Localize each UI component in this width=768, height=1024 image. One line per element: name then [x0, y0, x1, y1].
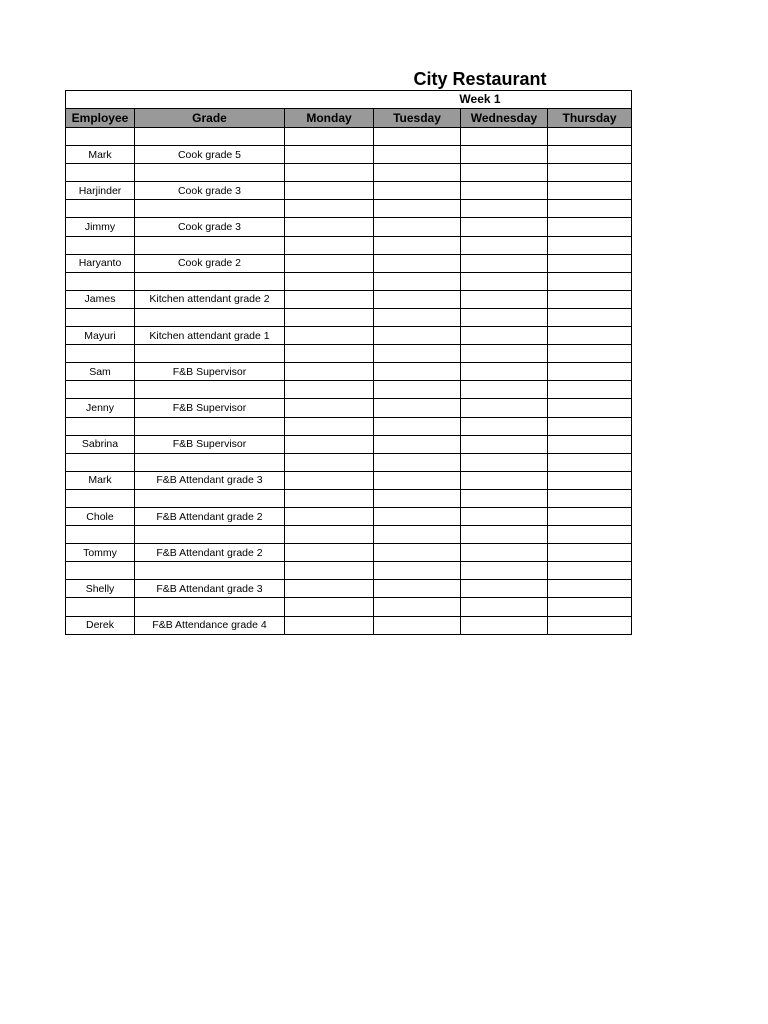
monday-cell — [285, 526, 374, 544]
wednesday-cell — [461, 146, 548, 164]
table-row — [66, 218, 632, 236]
tuesday-cell — [374, 580, 461, 598]
thursday-cell — [548, 128, 632, 146]
thursday-cell — [548, 236, 632, 254]
tuesday-cell — [374, 417, 461, 435]
thursday-cell — [548, 218, 632, 236]
tuesday-cell — [374, 616, 461, 634]
table-row — [66, 164, 632, 182]
tuesday-cell — [374, 254, 461, 272]
employee-cell: Mayuri — [66, 327, 135, 345]
table-row — [66, 345, 632, 363]
table-row — [66, 146, 632, 164]
table-row — [66, 381, 632, 399]
employee-cell: Mark — [66, 471, 135, 489]
tuesday-cell — [374, 399, 461, 417]
tuesday-cell — [374, 272, 461, 290]
tuesday-cell — [374, 435, 461, 453]
tuesday-cell — [374, 507, 461, 525]
employee-cell — [66, 453, 135, 471]
monday-cell — [285, 236, 374, 254]
grade-cell: F&B Attendant grade 3 — [135, 471, 285, 489]
column-header-grade: Grade — [135, 109, 285, 128]
employee-cell — [66, 164, 135, 182]
tuesday-cell — [374, 290, 461, 308]
employee-cell: Jenny — [66, 399, 135, 417]
monday-cell — [285, 182, 374, 200]
thursday-cell — [548, 272, 632, 290]
wednesday-cell — [461, 345, 548, 363]
wednesday-cell — [461, 381, 548, 399]
monday-cell — [285, 200, 374, 218]
employee-cell: Derek — [66, 616, 135, 634]
wednesday-cell — [461, 290, 548, 308]
thursday-cell — [548, 164, 632, 182]
tuesday-cell — [374, 526, 461, 544]
employee-cell: Haryanto — [66, 254, 135, 272]
column-header-thursday: Thursday — [548, 109, 632, 128]
employee-cell — [66, 489, 135, 507]
table-row — [66, 507, 632, 525]
wednesday-cell — [461, 453, 548, 471]
grade-cell: F&B Attendant grade 2 — [135, 507, 285, 525]
wednesday-cell — [461, 435, 548, 453]
employee-cell — [66, 526, 135, 544]
monday-cell — [285, 363, 374, 381]
grade-cell: Kitchen attendant grade 2 — [135, 290, 285, 308]
thursday-cell — [548, 381, 632, 399]
table-row — [66, 236, 632, 254]
employee-cell — [66, 308, 135, 326]
table-row — [66, 489, 632, 507]
employee-cell: Harjinder — [66, 182, 135, 200]
table-row — [66, 471, 632, 489]
thursday-cell — [548, 146, 632, 164]
thursday-cell — [548, 345, 632, 363]
thursday-cell — [548, 526, 632, 544]
grade-cell — [135, 345, 285, 363]
table-row — [66, 562, 632, 580]
grade-cell: F&B Attendance grade 4 — [135, 616, 285, 634]
column-header-tuesday: Tuesday — [374, 109, 461, 128]
employee-cell: Mark — [66, 146, 135, 164]
tuesday-cell — [374, 471, 461, 489]
thursday-cell — [548, 417, 632, 435]
table-row — [66, 363, 632, 381]
wednesday-cell — [461, 182, 548, 200]
table-row — [66, 417, 632, 435]
tuesday-cell — [374, 453, 461, 471]
employee-cell: Sam — [66, 363, 135, 381]
table-row — [66, 616, 632, 634]
wednesday-cell — [461, 363, 548, 381]
grade-cell — [135, 417, 285, 435]
table-row — [66, 128, 632, 146]
grade-cell — [135, 562, 285, 580]
monday-cell — [285, 544, 374, 562]
employee-cell — [66, 598, 135, 616]
wednesday-cell — [461, 236, 548, 254]
grade-cell: Kitchen attendant grade 1 — [135, 327, 285, 345]
employee-cell — [66, 272, 135, 290]
monday-cell — [285, 562, 374, 580]
wednesday-cell — [461, 526, 548, 544]
monday-cell — [285, 616, 374, 634]
monday-cell — [285, 345, 374, 363]
employee-cell: Sabrina — [66, 435, 135, 453]
grade-cell — [135, 164, 285, 182]
table-row — [66, 200, 632, 218]
thursday-cell — [548, 327, 632, 345]
monday-cell — [285, 290, 374, 308]
monday-cell — [285, 471, 374, 489]
table-row — [66, 308, 632, 326]
column-header-wednesday: Wednesday — [461, 109, 548, 128]
column-header-employee: Employee — [66, 109, 135, 128]
table-row — [66, 182, 632, 200]
table-row — [66, 598, 632, 616]
grade-cell: F&B Attendant grade 3 — [135, 580, 285, 598]
tuesday-cell — [374, 489, 461, 507]
employee-cell: Jimmy — [66, 218, 135, 236]
thursday-cell — [548, 580, 632, 598]
employee-cell: Shelly — [66, 580, 135, 598]
monday-cell — [285, 308, 374, 326]
thursday-cell — [548, 544, 632, 562]
header-row — [66, 109, 632, 128]
table-row — [66, 580, 632, 598]
wednesday-cell — [461, 399, 548, 417]
thursday-cell — [548, 290, 632, 308]
employee-cell — [66, 417, 135, 435]
tuesday-cell — [374, 381, 461, 399]
monday-cell — [285, 507, 374, 525]
thursday-cell — [548, 453, 632, 471]
week-label: Week 1 — [459, 92, 501, 106]
grade-cell — [135, 128, 285, 146]
wednesday-cell — [461, 218, 548, 236]
tuesday-cell — [374, 182, 461, 200]
wednesday-cell — [461, 200, 548, 218]
grade-cell — [135, 526, 285, 544]
grade-cell — [135, 236, 285, 254]
wednesday-cell — [461, 164, 548, 182]
tuesday-cell — [374, 363, 461, 381]
employee-cell: Tommy — [66, 544, 135, 562]
employee-cell: Chole — [66, 507, 135, 525]
table-row — [66, 272, 632, 290]
thursday-cell — [548, 182, 632, 200]
table-row — [66, 544, 632, 562]
wednesday-cell — [461, 308, 548, 326]
wednesday-cell — [461, 507, 548, 525]
grade-cell: Cook grade 3 — [135, 182, 285, 200]
monday-cell — [285, 254, 374, 272]
grade-cell — [135, 381, 285, 399]
wednesday-cell — [461, 327, 548, 345]
thursday-cell — [548, 200, 632, 218]
grade-cell — [135, 272, 285, 290]
grade-cell: F&B Supervisor — [135, 399, 285, 417]
monday-cell — [285, 580, 374, 598]
week-header-box — [65, 90, 632, 108]
thursday-cell — [548, 399, 632, 417]
thursday-cell — [548, 308, 632, 326]
tuesday-cell — [374, 562, 461, 580]
thursday-cell — [548, 435, 632, 453]
grade-cell: F&B Attendant grade 2 — [135, 544, 285, 562]
monday-cell — [285, 435, 374, 453]
wednesday-cell — [461, 128, 548, 146]
tuesday-cell — [374, 236, 461, 254]
wednesday-cell — [461, 417, 548, 435]
monday-cell — [285, 146, 374, 164]
employee-cell — [66, 562, 135, 580]
document-title: City Restaurant — [413, 69, 547, 89]
table-row — [66, 254, 632, 272]
tuesday-cell — [374, 218, 461, 236]
grade-cell — [135, 598, 285, 616]
monday-cell — [285, 327, 374, 345]
grade-cell: F&B Supervisor — [135, 435, 285, 453]
employee-cell — [66, 128, 135, 146]
wednesday-cell — [461, 272, 548, 290]
grade-cell: Cook grade 5 — [135, 146, 285, 164]
employee-cell: James — [66, 290, 135, 308]
grade-cell: F&B Supervisor — [135, 363, 285, 381]
monday-cell — [285, 399, 374, 417]
tuesday-cell — [374, 345, 461, 363]
wednesday-cell — [461, 471, 548, 489]
tuesday-cell — [374, 308, 461, 326]
wednesday-cell — [461, 598, 548, 616]
monday-cell — [285, 453, 374, 471]
wednesday-cell — [461, 544, 548, 562]
tuesday-cell — [374, 164, 461, 182]
tuesday-cell — [374, 327, 461, 345]
table-row — [66, 526, 632, 544]
employee-cell — [66, 236, 135, 254]
thursday-cell — [548, 507, 632, 525]
tuesday-cell — [374, 128, 461, 146]
thursday-cell — [548, 562, 632, 580]
monday-cell — [285, 598, 374, 616]
monday-cell — [285, 128, 374, 146]
roster-table — [65, 108, 632, 635]
table-row — [66, 290, 632, 308]
monday-cell — [285, 164, 374, 182]
grade-cell — [135, 308, 285, 326]
tuesday-cell — [374, 200, 461, 218]
table-row — [66, 327, 632, 345]
monday-cell — [285, 218, 374, 236]
table-row — [66, 435, 632, 453]
thursday-cell — [548, 471, 632, 489]
monday-cell — [285, 381, 374, 399]
tuesday-cell — [374, 146, 461, 164]
grade-cell — [135, 200, 285, 218]
wednesday-cell — [461, 489, 548, 507]
thursday-cell — [548, 363, 632, 381]
wednesday-cell — [461, 562, 548, 580]
tuesday-cell — [374, 544, 461, 562]
column-header-monday: Monday — [285, 109, 374, 128]
grade-cell — [135, 453, 285, 471]
grade-cell: Cook grade 3 — [135, 218, 285, 236]
employee-cell — [66, 381, 135, 399]
employee-cell — [66, 345, 135, 363]
grade-cell — [135, 489, 285, 507]
tuesday-cell — [374, 598, 461, 616]
thursday-cell — [548, 254, 632, 272]
thursday-cell — [548, 616, 632, 634]
wednesday-cell — [461, 254, 548, 272]
table-row — [66, 453, 632, 471]
employee-cell — [66, 200, 135, 218]
monday-cell — [285, 272, 374, 290]
monday-cell — [285, 489, 374, 507]
grade-cell: Cook grade 2 — [135, 254, 285, 272]
wednesday-cell — [461, 616, 548, 634]
table-row — [66, 399, 632, 417]
thursday-cell — [548, 489, 632, 507]
wednesday-cell — [461, 580, 548, 598]
thursday-cell — [548, 598, 632, 616]
monday-cell — [285, 417, 374, 435]
